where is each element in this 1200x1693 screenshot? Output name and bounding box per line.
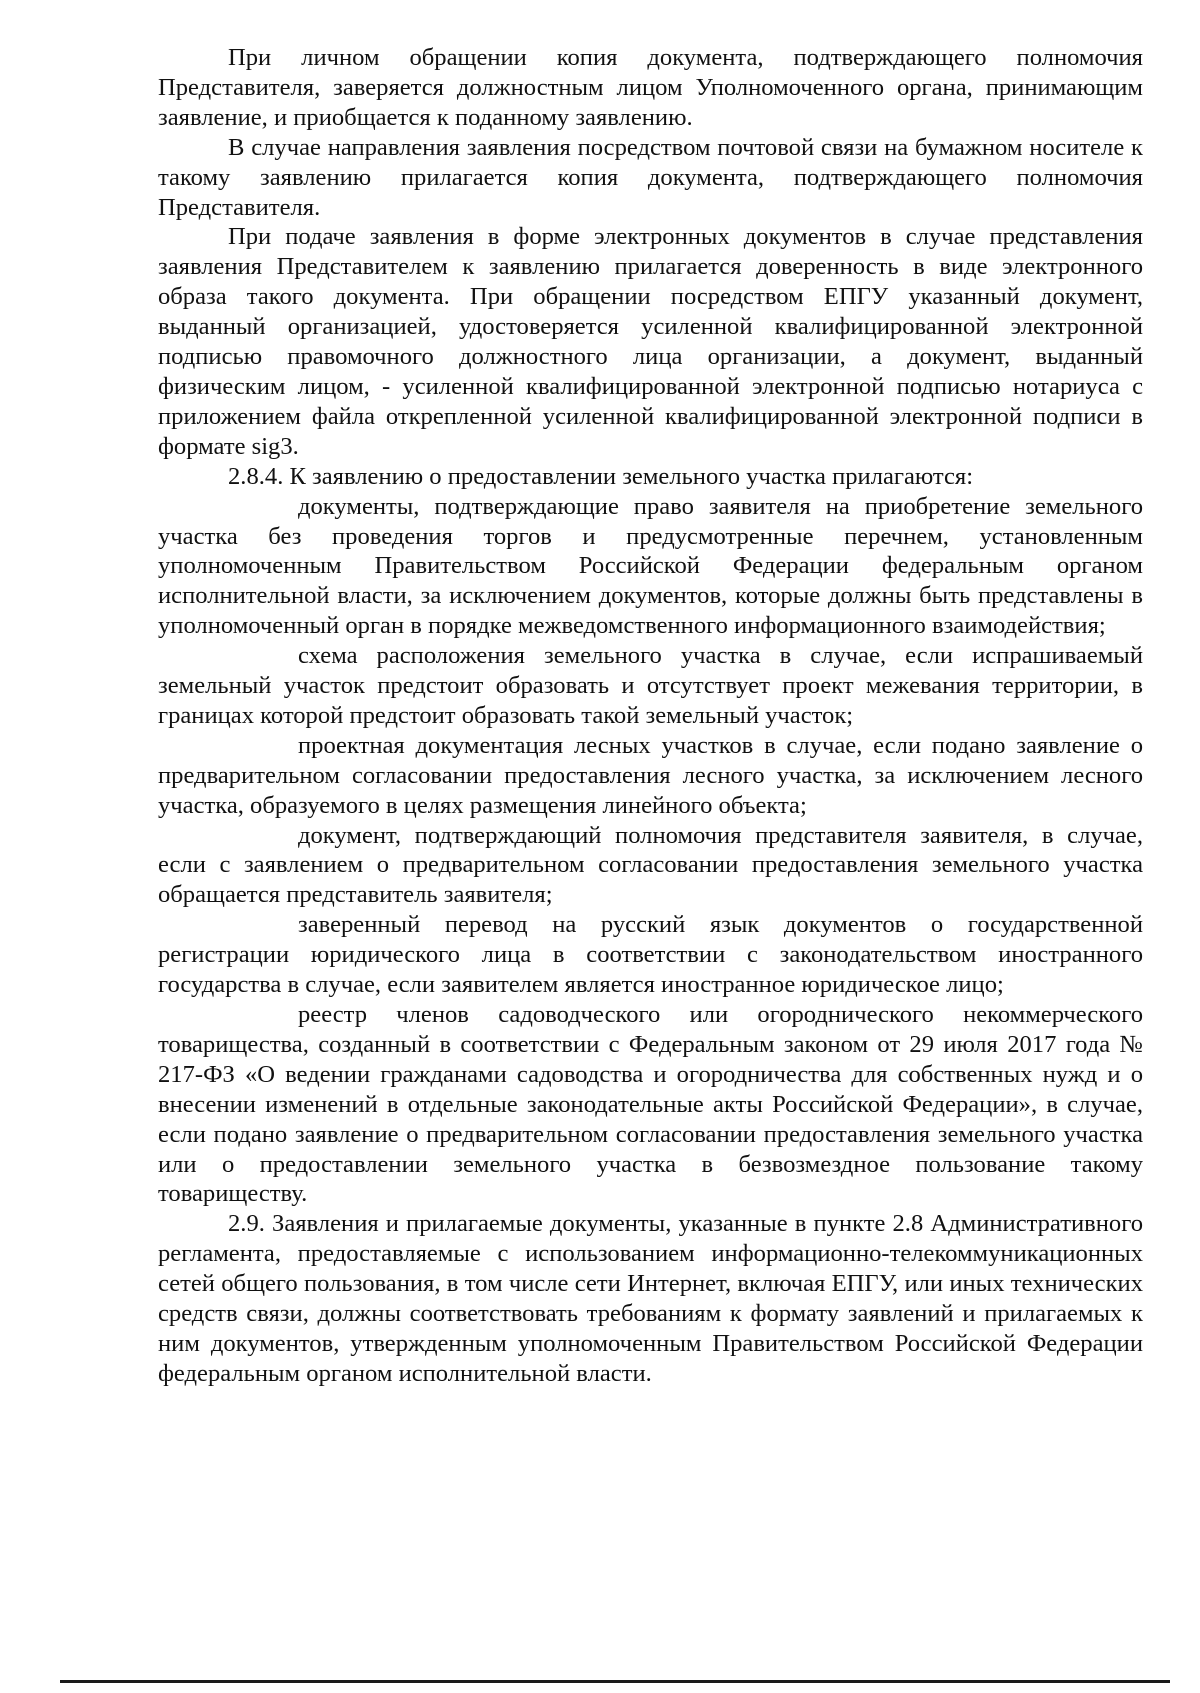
paragraph-postal-submission: В случае направления заявления посредством почтовой связи на бумажном носителе к такому заявлению прилагается копия документа, подтверждающего полномочия Представителя. <box>158 133 1143 221</box>
list-item-certified-translation: заверенный перевод на русский язык документов о государственной регистрации юридического лица в соответствии с законодательством иностранного государства в случае, если заявителем является иностранное юридическое лицо; <box>158 911 1143 999</box>
paragraph-electronic-submission: При подаче заявления в форме электронных документов в случае представления заявления Представителем к заявлению прилагается доверенность в виде электронного образа такого документа. При обращении посредством ЕПГУ указанный документ, выданный организацией, удостоверяется усиленной квалифицированной электронной подписью правомочного должностного лица организации, а документ, выданный физическим лицом, - усиленной квалифицированной электронной подписью нотариуса с приложением файла открепленной усиленной квалифицированной электронной подписи в формате sig3. <box>158 223 1143 460</box>
footer-divider <box>60 1680 1170 1683</box>
paragraph-representative-copy: При личном обращении копия документа, подтверждающего полномочия Представителя, заверяется должностным лицом Уполномоченного органа, принимающим заявление, и приобщается к поданному заявлению. <box>158 44 1143 131</box>
list-item-rights-documents: документы, подтверждающие право заявителя на приобретение земельного участка без проведения торгов и предусмотренные перечнем, установленным уполномоченным Правительством Российской Федерации федеральным органом исполнительной власти, за исключением документов, которые должны быть представлены в уполномоченный орган в порядке межведомственного информационного взаимодействия; <box>158 492 1143 640</box>
document-body <box>158 43 1143 1389</box>
list-item-forest-documentation: проектная документация лесных участков в случае, если подано заявление о предварительном согласовании предоставления лесного участка, за исключением лесного участка, образуемого в целях размещения линейного объекта; <box>158 731 1143 819</box>
section-2-9-paragraph: 2.9. Заявления и прилагаемые документы, указанные в пункте 2.8 Административного регламента, предоставляемые с использованием информационно-телекоммуникационных сетей общего пользования, в том числе сети Интернет, включая ЕПГУ, или иных технических средств связи, должны соответствовать требованиям к формату заявлений и прилагаемых к ним документов, утвержденным уполномоченным Правительством Российской Федерации федеральным органом исполнительной власти. <box>158 1210 1143 1387</box>
list-item-members-registry: реестр членов садоводческого или огороднического некоммерческого товарищества, созданный в соответствии с Федеральным законом от 29 июля 2017 года № 217-ФЗ «О ведении гражданами садоводства и огородничества для собственных нужд и о внесении изменений в отдельные законодательные акты Российской Федерации», в случае, если подано заявление о предварительном согласовании предоставления земельного участка или о предоставлении земельного участка в безвозмездное пользование такому товариществу. <box>158 1001 1143 1208</box>
list-item-representative-authority: документ, подтверждающий полномочия представителя заявителя, в случае, если с заявлением о предварительном согласовании предоставления земельного участка обращается представитель заявителя; <box>158 821 1143 909</box>
list-item-land-plot-scheme: схема расположения земельного участка в случае, если испрашиваемый земельный участок предстоит образовать и отсутствует проект межевания территории, в границах которой предстоит образовать такой земельный участок; <box>158 642 1143 729</box>
section-heading-2-8-4: 2.8.4. К заявлению о предоставлении земельного участка прилагаются: <box>228 462 974 490</box>
